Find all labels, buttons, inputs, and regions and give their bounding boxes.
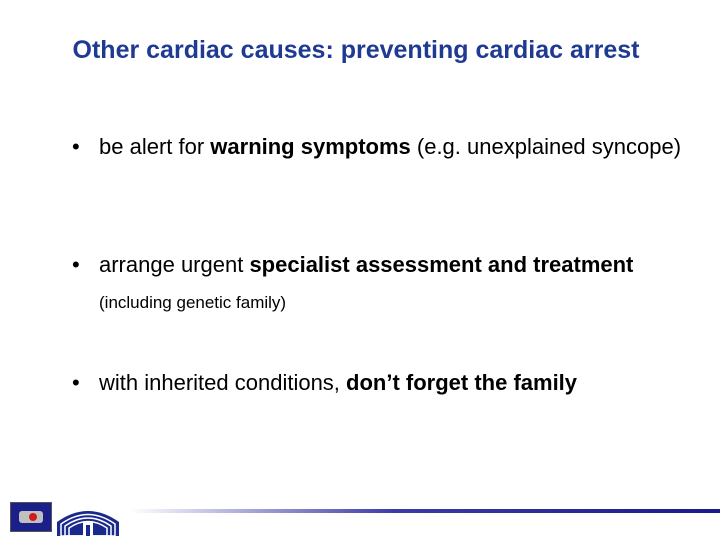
- bullet-marker: •: [72, 252, 80, 277]
- bullet-item-warning-symptoms: [72, 130, 699, 164]
- bullet-item-specialist-assessment: [72, 248, 699, 320]
- bullet-text: be alert for: [99, 134, 211, 159]
- bullet-small-text: (including genetic family): [99, 293, 287, 312]
- logo-red-dot: [29, 513, 37, 521]
- slide-title: Other cardiac causes: preventing cardiac arrest: [72, 36, 640, 64]
- bullet-bold-text: warning symptoms: [210, 134, 411, 159]
- bullet-item-inherited-conditions: [72, 366, 699, 400]
- bullet-bold-text: specialist assessment and treatment: [249, 252, 634, 277]
- bullet-marker: •: [72, 134, 80, 159]
- bullet-tail-text: (e.g. unexplained syncope): [410, 134, 682, 159]
- organization-logo-icon: [10, 502, 52, 532]
- bullet-text: with inherited conditions,: [99, 370, 347, 395]
- footer-rule: [130, 509, 720, 513]
- bullet-marker: •: [72, 370, 80, 395]
- arch-logo-icon: [55, 496, 121, 536]
- bullet-bold-text: don’t forget the family: [346, 370, 578, 395]
- bullet-text: arrange urgent: [99, 252, 250, 277]
